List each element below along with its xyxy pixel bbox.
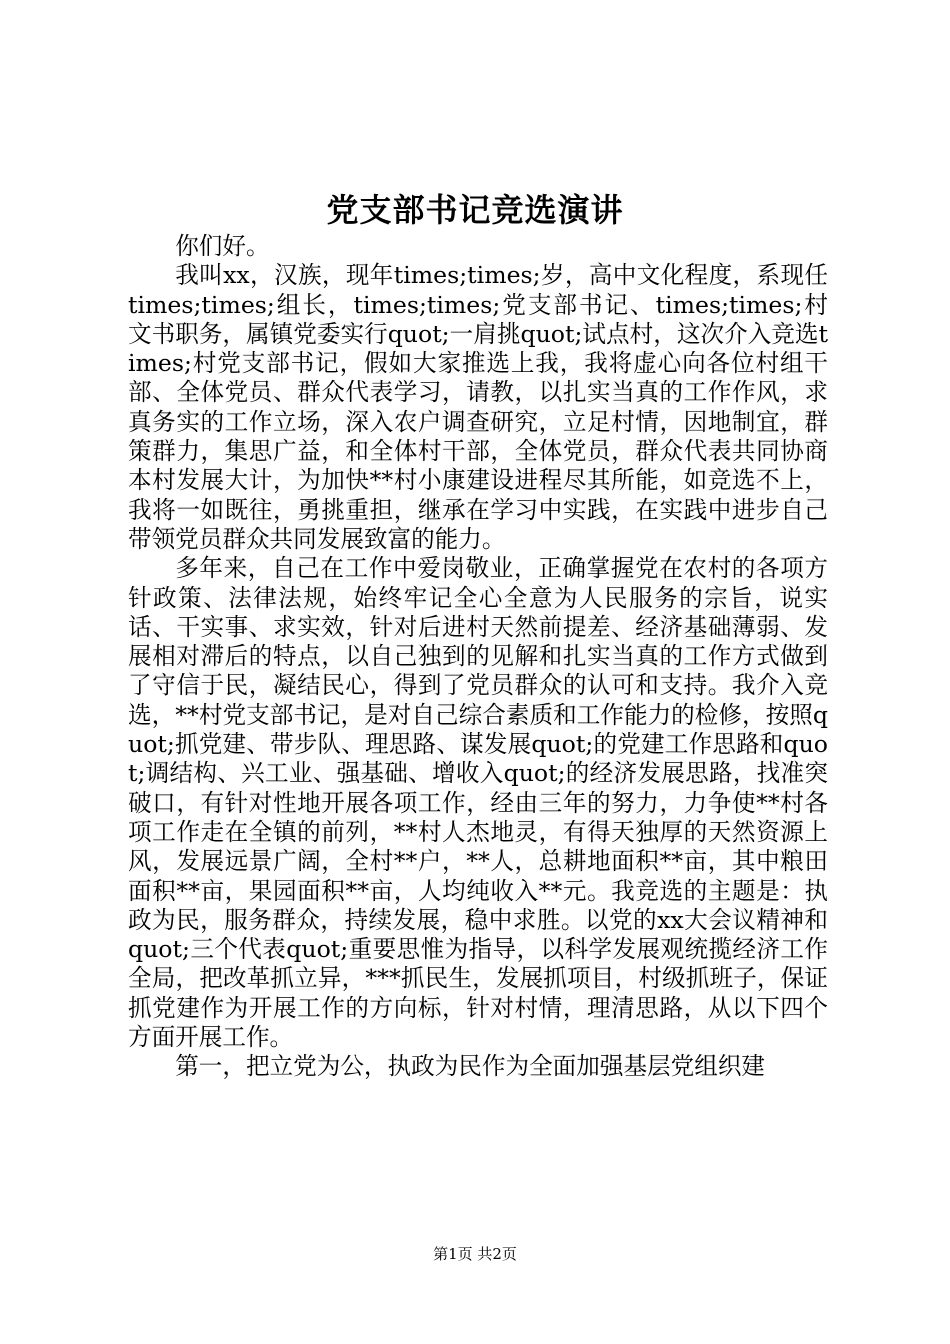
document-body bbox=[128, 232, 828, 1082]
paragraph-introduction: 我叫xx，汉族，现年times;times;岁，高中文化程度，系现任times;times;组长，times;times;党支部书记、times;times;村文书职务，属镇党委实行quot;一肩挑quot;试点村，这次介入竞选times;村党支部书记，假如大家推选上我，我将虚心向各位村组干部、全体党员、群众代表学习，请教，以扎实当真的工作作风，求真务实的工作立场，深入农户调查研究，立足村情，因地制宜，群策群力，集思广益，和全体村干部，全体党员，群众代表共同协商本村发展大计，为加快**村小康建设进程尽其所能，如竞选不上，我将一如既往，勇挑重担，继承在学习中实践，在实践中进步自己带领党员群众共同发展致富的能力。 bbox=[128, 261, 828, 553]
paragraph-greeting: 你们好。 bbox=[175, 232, 270, 260]
paragraph-experience: 多年来，自己在工作中爱岗敬业，正确掌握党在农村的各项方针政策、法律法规，始终牢记全心全意为人民服务的宗旨，说实话、干实事、求实效，针对后进村天然前提差、经济基础薄弱、发展相对滞后的特点，以自己独到的见解和扎实当真的工作方式做到了守信于民，凝结民心，得到了党员群众的认可和支持。我介入竞选，**村党支部书记，是对自己综合素质和工作能力的检修，按照quot;抓党建、带步队、理思路、谋发展quot;的党建工作思路和quot;调结构、兴工业、强基础、增收入quot;的经济发展思路，找准突破口，有针对性地开展各项工作，经由三年的努力，力争使**村各项工作走在全镇的前列，**村人杰地灵，有得天独厚的天然资源上风，发展远景广阔，全村**户，**人，总耕地面积**亩，其中粮田面积**亩，果园面积**亩，人均纯收入**元。我竞选的主题是：执政为民，服务群众，持续发展，稳中求胜。以党的xx大会议精神和quot;三个代表quot;重要思惟为指导，以科学发展观统揽经济工作全局，把改革抓立异，***抓民生，发展抓项目，村级抓班子，保证抓党建作为开展工作的方向标，针对村情，理清思路，从以下四个方面开展工作。 bbox=[128, 554, 828, 1052]
paragraph-first-point: 第一，把立党为公，执政为民作为全面加强基层党组织建 bbox=[175, 1052, 766, 1081]
page-number-footer: 第1页 共2页 bbox=[433, 1245, 517, 1263]
document-title: 党支部书记竞选演讲 bbox=[326, 191, 624, 229]
